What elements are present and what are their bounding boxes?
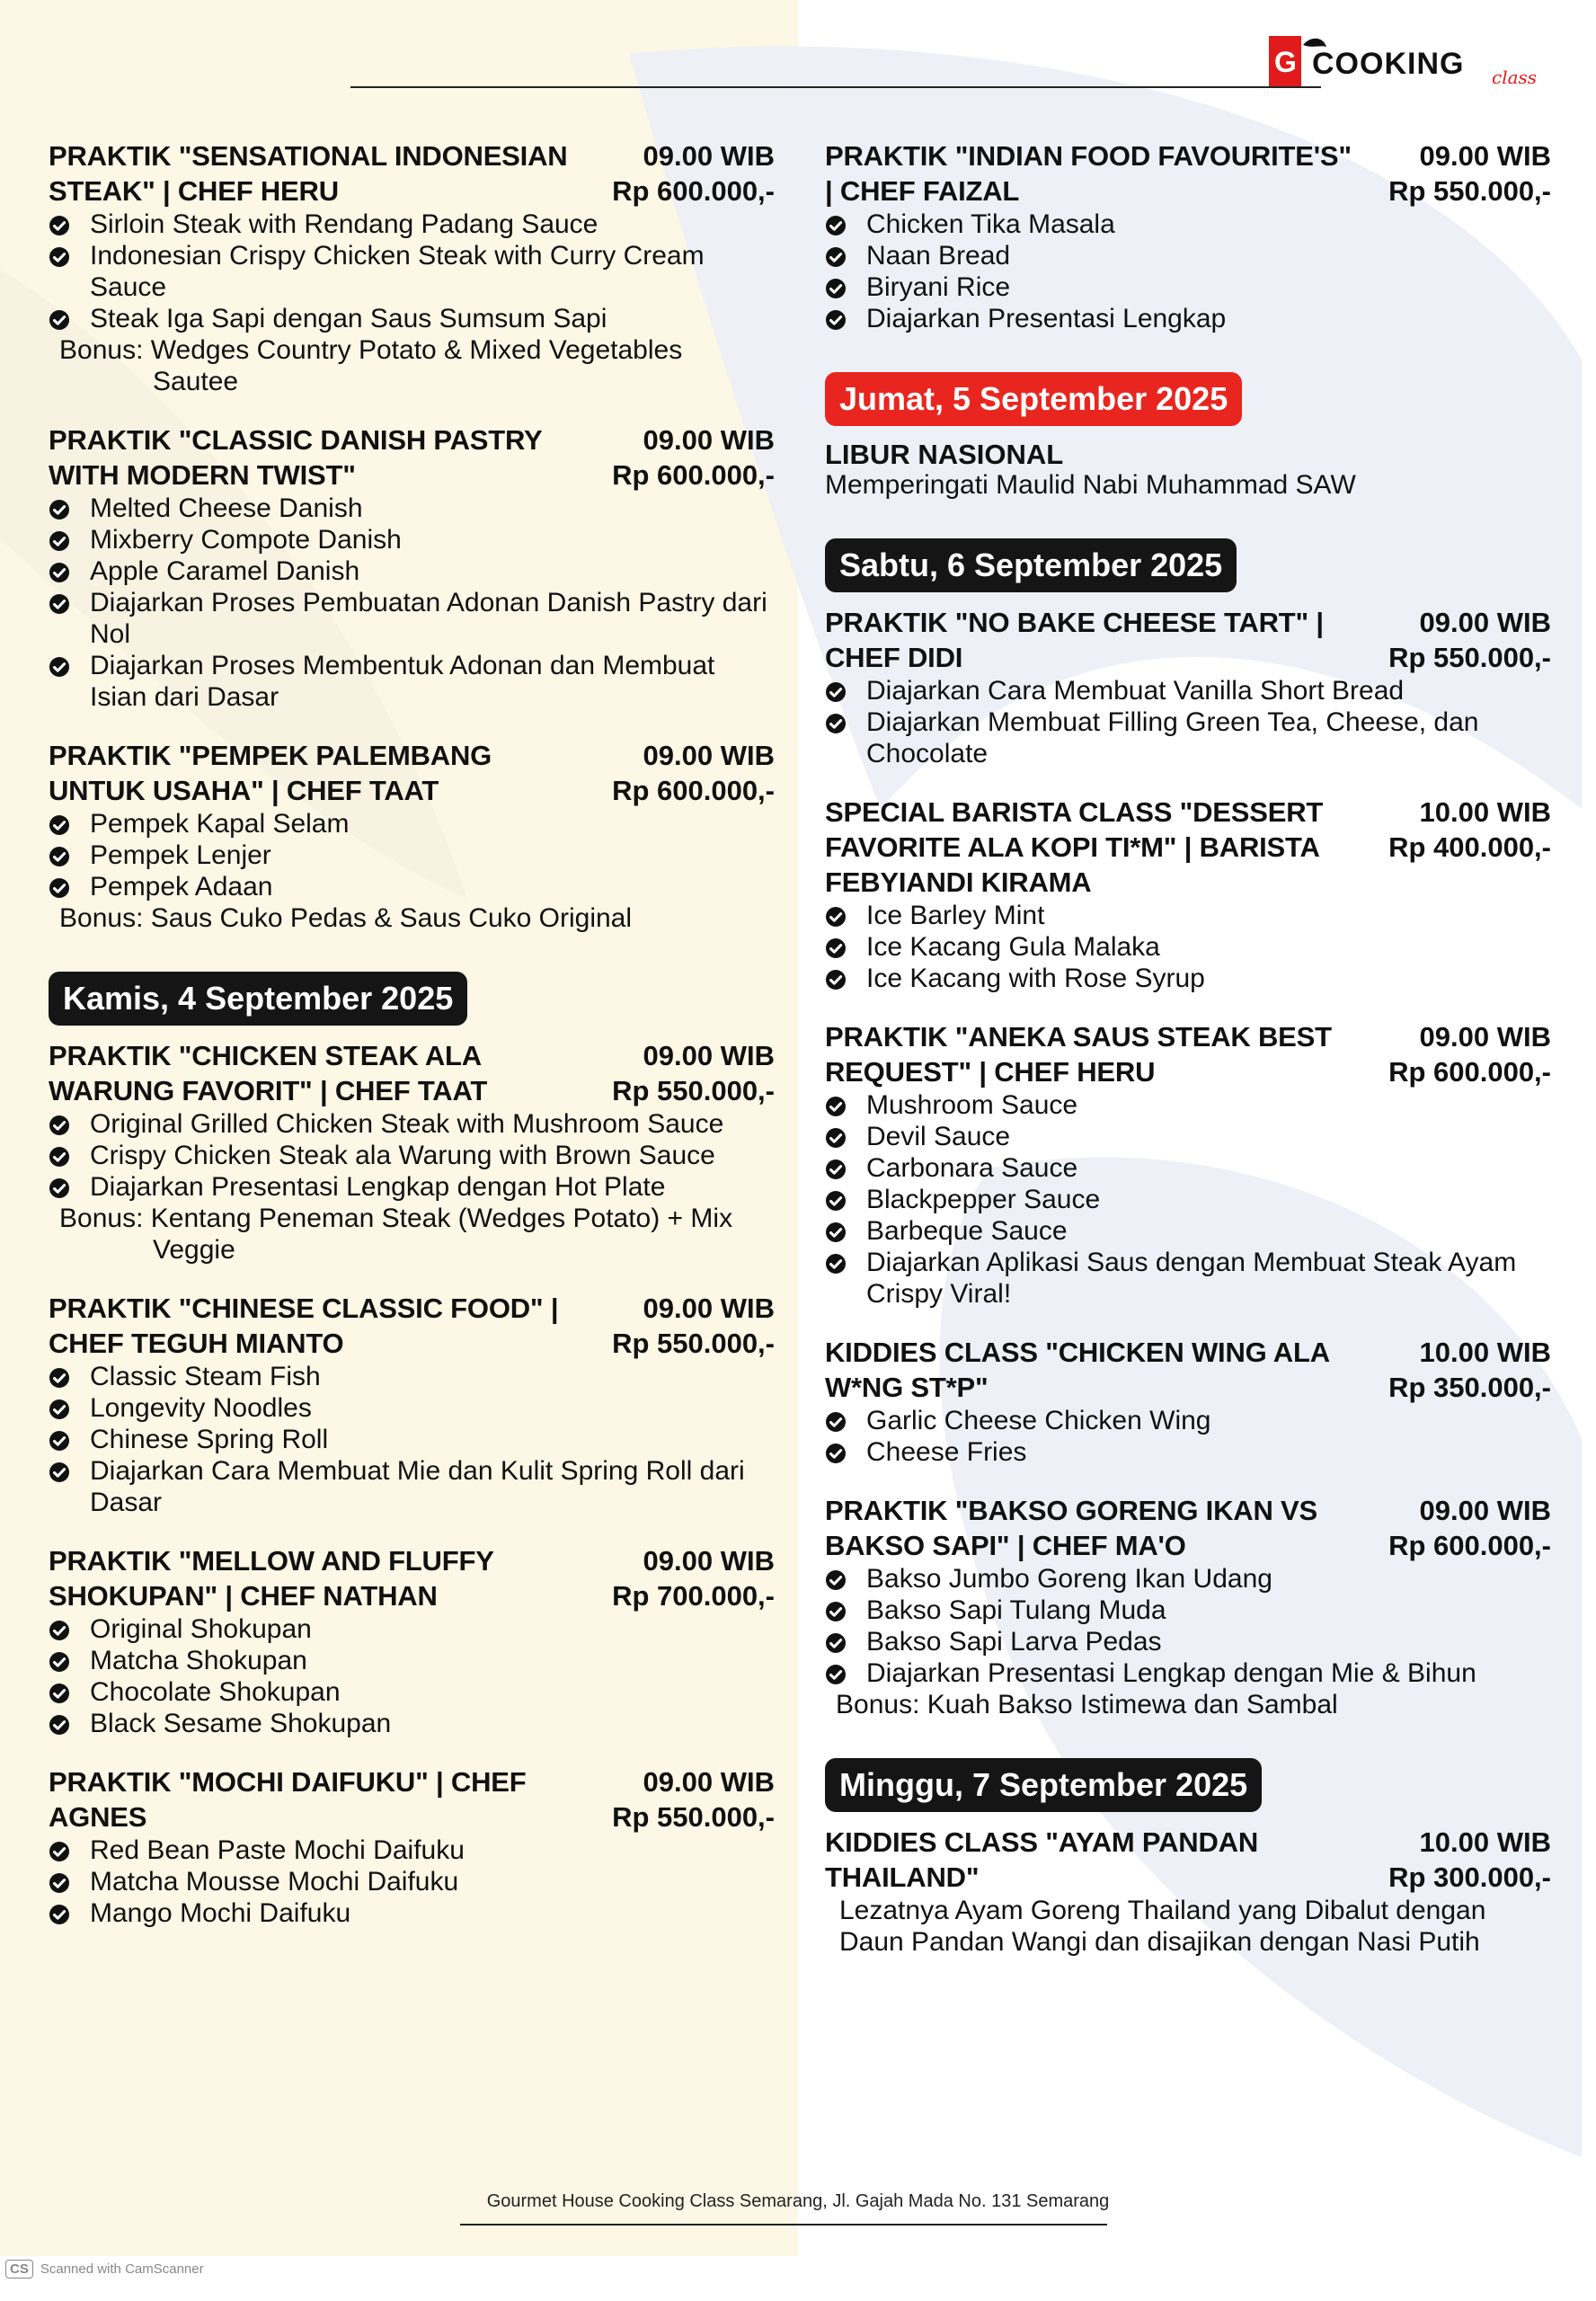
- menu-list: [49, 209, 775, 334]
- class-time: 09.00 WIB: [643, 424, 775, 456]
- menu-item: [49, 1140, 775, 1171]
- class-header: [825, 138, 1551, 209]
- menu-item-text: Original Shokupan: [90, 1614, 312, 1644]
- check-circle-icon: [49, 303, 90, 334]
- menu-item-text: Ice Kacang Gula Malaka: [866, 932, 1160, 962]
- class-meta: [1388, 605, 1551, 675]
- check-circle-icon: [825, 1089, 866, 1121]
- check-circle-icon: [825, 675, 866, 706]
- class-meta: [612, 138, 775, 209]
- menu-item: [825, 1247, 1551, 1310]
- check-circle-icon: [49, 1455, 90, 1518]
- schedule-left-column: [49, 138, 775, 1954]
- check-circle-icon: [49, 1108, 90, 1140]
- class-block: [49, 738, 775, 934]
- class-time: 09.00 WIB: [643, 1040, 775, 1071]
- check-circle-icon: [49, 1171, 90, 1203]
- menu-list: [825, 1563, 1551, 1689]
- check-circle-icon: [49, 1140, 90, 1171]
- bonus-label: Bonus:: [836, 1690, 920, 1719]
- menu-item-text: Garlic Cheese Chicken Wing: [866, 1406, 1211, 1435]
- menu-item-text: Indonesian Crispy Chicken Steak with Curry Cream Sauce: [90, 241, 705, 302]
- check-circle-icon: [825, 240, 866, 271]
- day-header-wrap: [825, 1746, 1551, 1825]
- scanner-text: Scanned with CamScanner: [40, 2261, 204, 2277]
- menu-item-text: Apple Caramel Danish: [90, 556, 360, 586]
- class-block: [49, 1543, 775, 1739]
- menu-item: [825, 1436, 1551, 1468]
- menu-list: [825, 1089, 1551, 1310]
- menu-item: [825, 1657, 1551, 1689]
- menu-item: [49, 240, 775, 303]
- check-circle-icon: [49, 524, 90, 555]
- class-price: Rp 550.000,-: [612, 1075, 775, 1106]
- menu-item: [825, 706, 1551, 769]
- class-header: [825, 795, 1551, 900]
- check-circle-icon: [49, 240, 90, 303]
- class-time: 10.00 WIB: [1419, 1337, 1551, 1368]
- menu-item: [49, 493, 775, 524]
- menu-item-text: Ice Kacang with Rose Syrup: [866, 964, 1205, 993]
- menu-item: [825, 1405, 1551, 1436]
- menu-item: [825, 240, 1551, 271]
- bonus-text: Wedges Country Potato & Mixed Vegetables Sautee: [150, 335, 683, 396]
- class-block: [49, 422, 775, 713]
- class-block: [825, 795, 1551, 994]
- menu-item-text: Pempek Adaan: [90, 872, 273, 902]
- class-header: [49, 1543, 775, 1613]
- day-header: Minggu, 7 September 2025: [825, 1758, 1262, 1812]
- menu-item-text: Matcha Shokupan: [90, 1646, 307, 1675]
- class-header: [49, 1291, 775, 1361]
- class-meta: [612, 422, 775, 493]
- check-circle-icon: [825, 1215, 866, 1247]
- class-meta: [1388, 1335, 1551, 1405]
- check-circle-icon: [825, 1595, 866, 1626]
- check-circle-icon: [49, 840, 90, 871]
- menu-item-text: Naan Bread: [866, 241, 1011, 271]
- menu-item-text: Bakso Jumbo Goreng Ikan Udang: [866, 1564, 1272, 1594]
- menu-item: [49, 1835, 775, 1866]
- class-title: PRAKTIK "CLASSIC DANISH PASTRY WITH MODERN TWIST": [49, 424, 542, 491]
- class-block: [825, 605, 1551, 769]
- menu-item: [49, 808, 775, 840]
- menu-list: [49, 808, 775, 902]
- menu-item: [825, 1184, 1551, 1215]
- menu-item: [49, 871, 775, 902]
- class-title: PRAKTIK "PEMPEK PALEMBANG UNTUK USAHA" | CHEF TAAT: [49, 740, 492, 806]
- menu-item-text: Diajarkan Presentasi Lengkap dengan Mie & Bihun: [866, 1658, 1476, 1688]
- menu-item: [49, 1108, 775, 1140]
- class-time: 10.00 WIB: [1419, 796, 1551, 828]
- class-time: 09.00 WIB: [1419, 607, 1551, 638]
- class-time: 09.00 WIB: [643, 1545, 775, 1577]
- class-header: [49, 738, 775, 808]
- class-price: Rp 550.000,-: [612, 1328, 775, 1359]
- menu-item-text: Cheese Fries: [866, 1437, 1027, 1467]
- menu-item-text: Diajarkan Aplikasi Saus dengan Membuat Steak Ayam Crispy Viral!: [866, 1248, 1517, 1309]
- schedule-right-column: [825, 138, 1551, 1983]
- class-time: 09.00 WIB: [643, 1766, 775, 1798]
- check-circle-icon: [49, 650, 90, 713]
- footer-address: Gourmet House Cooking Class Semarang, Jl. Gajah Mada No. 131 Semarang: [486, 2191, 1110, 2211]
- class-block: [49, 1038, 775, 1266]
- class-meta: [1388, 795, 1551, 900]
- menu-item: [825, 271, 1551, 303]
- check-circle-icon: [49, 1835, 90, 1866]
- class-meta: [612, 1543, 775, 1613]
- class-block: [825, 1493, 1551, 1720]
- class-price: Rp 600.000,-: [612, 775, 775, 806]
- check-circle-icon: [49, 1866, 90, 1897]
- menu-item-text: Devil Sauce: [866, 1122, 1011, 1151]
- class-block: [825, 1019, 1551, 1310]
- menu-item: [825, 1215, 1551, 1247]
- menu-item-text: Red Bean Paste Mochi Daifuku: [90, 1835, 465, 1865]
- brand-name: COOKING: [1312, 47, 1465, 81]
- menu-item: [49, 1613, 775, 1645]
- class-title: PRAKTIK "BAKSO GORENG IKAN VS BAKSO SAPI" | CHEF MA'O: [825, 1495, 1317, 1561]
- menu-item: [49, 1866, 775, 1897]
- menu-item-text: Chocolate Shokupan: [90, 1677, 341, 1707]
- check-circle-icon: [825, 1247, 866, 1310]
- menu-item: [49, 1645, 775, 1676]
- class-time: 10.00 WIB: [1419, 1826, 1551, 1858]
- class-header: [49, 1764, 775, 1835]
- check-circle-icon: [825, 963, 866, 994]
- menu-item: [49, 1171, 775, 1203]
- menu-item-text: Biryani Rice: [866, 272, 1011, 302]
- day-header-wrap: [49, 959, 775, 1038]
- menu-item: [49, 303, 775, 334]
- class-block: [825, 138, 1551, 334]
- check-circle-icon: [825, 271, 866, 303]
- menu-item-text: Carbonara Sauce: [866, 1153, 1078, 1183]
- class-price: Rp 700.000,-: [612, 1580, 775, 1612]
- menu-item: [825, 1563, 1551, 1595]
- check-circle-icon: [49, 1676, 90, 1708]
- menu-item: [49, 1392, 775, 1424]
- menu-item-text: Bakso Sapi Larva Pedas: [866, 1627, 1162, 1657]
- bonus-line: [49, 902, 775, 934]
- menu-item-text: Diajarkan Cara Membuat Mie dan Kulit Spring Roll dari Dasar: [90, 1456, 745, 1517]
- check-circle-icon: [49, 1897, 90, 1929]
- class-title: PRAKTIK "CHICKEN STEAK ALA WARUNG FAVORIT" | CHEF TAAT: [49, 1040, 488, 1106]
- menu-item-text: Ice Barley Mint: [866, 901, 1045, 930]
- day-header: Sabtu, 6 September 2025: [825, 538, 1237, 592]
- menu-item: [825, 931, 1551, 963]
- menu-item-text: Chinese Spring Roll: [90, 1425, 329, 1454]
- class-price: Rp 600.000,-: [612, 175, 775, 207]
- class-header: [825, 1019, 1551, 1089]
- menu-item: [49, 587, 775, 650]
- menu-item-text: Diajarkan Presentasi Lengkap: [866, 304, 1227, 333]
- class-header: [49, 1038, 775, 1108]
- menu-list: [825, 1405, 1551, 1468]
- menu-item: [825, 900, 1551, 931]
- menu-item: [825, 1089, 1551, 1121]
- class-block: [825, 1825, 1551, 1958]
- class-block: [49, 1291, 775, 1518]
- bonus-line: [49, 1203, 775, 1266]
- class-time: 09.00 WIB: [643, 1293, 775, 1324]
- class-time: 09.00 WIB: [643, 140, 775, 172]
- class-meta: [1388, 138, 1551, 209]
- bonus-line: [49, 334, 775, 397]
- menu-item: [825, 1595, 1551, 1626]
- menu-item-text: Original Grilled Chicken Steak with Mushroom Sauce: [90, 1109, 724, 1139]
- class-block: [825, 1335, 1551, 1468]
- class-block: [49, 138, 775, 397]
- menu-list: [49, 1361, 775, 1518]
- menu-item: [49, 650, 775, 713]
- check-circle-icon: [49, 808, 90, 840]
- class-price: Rp 600.000,-: [1388, 1530, 1551, 1561]
- class-meta: [1388, 1019, 1551, 1089]
- class-price: Rp 550.000,-: [612, 1801, 775, 1833]
- class-price: Rp 550.000,-: [1388, 642, 1551, 673]
- check-circle-icon: [825, 900, 866, 931]
- menu-item: [825, 303, 1551, 334]
- class-meta: [1388, 1825, 1551, 1895]
- menu-item: [49, 840, 775, 871]
- check-circle-icon: [49, 1613, 90, 1645]
- check-circle-icon: [49, 1645, 90, 1676]
- class-title: PRAKTIK "INDIAN FOOD FAVOURITE'S" | CHEF FAIZAL: [825, 140, 1352, 207]
- class-title: KIDDIES CLASS "CHICKEN WING ALA W*NG ST*P": [825, 1337, 1329, 1403]
- check-circle-icon: [825, 1405, 866, 1436]
- footer-divider: [460, 2224, 1107, 2225]
- menu-list: [825, 900, 1551, 994]
- check-circle-icon: [49, 871, 90, 902]
- menu-item: [49, 209, 775, 240]
- class-price: Rp 600.000,-: [612, 459, 775, 491]
- menu-item-text: Pempek Kapal Selam: [90, 809, 350, 839]
- check-circle-icon: [49, 493, 90, 524]
- check-circle-icon: [49, 1424, 90, 1455]
- menu-item-text: Longevity Noodles: [90, 1393, 312, 1423]
- bonus-text: Saus Cuko Pedas & Saus Cuko Original: [150, 903, 633, 933]
- bonus-line: [825, 1689, 1551, 1720]
- menu-item-text: Diajarkan Membuat Filling Green Tea, Cheese, dan Chocolate: [866, 707, 1479, 768]
- bonus-label: Bonus:: [59, 335, 144, 365]
- class-time: 09.00 WIB: [1419, 1495, 1551, 1526]
- holiday-block: [825, 439, 1551, 501]
- menu-item-text: Chicken Tika Masala: [866, 209, 1115, 239]
- menu-item: [49, 1361, 775, 1392]
- class-block: [49, 1764, 775, 1929]
- check-circle-icon: [49, 587, 90, 650]
- menu-list: [825, 209, 1551, 334]
- brand-script: class: [1492, 67, 1538, 88]
- class-meta: [612, 1038, 775, 1108]
- class-time: 09.00 WIB: [1419, 1021, 1551, 1053]
- day-header: Kamis, 4 September 2025: [49, 972, 467, 1026]
- class-header: [49, 422, 775, 493]
- class-price: Rp 300.000,-: [1388, 1861, 1551, 1893]
- class-header: [825, 1335, 1551, 1405]
- class-title: KIDDIES CLASS "AYAM PANDAN THAILAND": [825, 1826, 1259, 1893]
- class-title: PRAKTIK "MOCHI DAIFUKU" | CHEF AGNES: [49, 1766, 527, 1833]
- menu-item-text: Blackpepper Sauce: [866, 1185, 1101, 1214]
- menu-list: [49, 1108, 775, 1203]
- check-circle-icon: [825, 931, 866, 963]
- menu-item-text: Diajarkan Proses Membentuk Adonan dan Membuat Isian dari Dasar: [90, 651, 715, 712]
- menu-item: [49, 1455, 775, 1518]
- check-circle-icon: [49, 1708, 90, 1739]
- check-circle-icon: [825, 209, 866, 240]
- menu-item-text: Mushroom Sauce: [866, 1090, 1078, 1120]
- camscanner-icon: CS: [5, 2260, 33, 2279]
- menu-list: [49, 1613, 775, 1739]
- menu-item: [825, 1121, 1551, 1152]
- check-circle-icon: [49, 1392, 90, 1424]
- menu-item: [49, 524, 775, 555]
- class-price: Rp 600.000,-: [1388, 1056, 1551, 1088]
- menu-item: [49, 1897, 775, 1929]
- class-title: SPECIAL BARISTA CLASS "DESSERT FAVORITE ALA KOPI TI*M" | BARISTA FEBYIANDI KIRAMA: [825, 796, 1324, 898]
- svg-text:G: G: [1274, 46, 1297, 78]
- check-circle-icon: [825, 1626, 866, 1657]
- menu-item-text: Sirloin Steak with Rendang Padang Sauce: [90, 209, 598, 239]
- menu-item-text: Matcha Mousse Mochi Daifuku: [90, 1867, 459, 1897]
- day-header: Jumat, 5 September 2025: [825, 372, 1242, 426]
- class-title: PRAKTIK "SENSATIONAL INDONESIAN STEAK" | CHEF HERU: [49, 140, 568, 207]
- check-circle-icon: [825, 1563, 866, 1595]
- class-header: [825, 1825, 1551, 1895]
- scanner-watermark: [5, 2260, 204, 2279]
- header-divider: [350, 86, 1321, 88]
- menu-item: [825, 675, 1551, 706]
- holiday-title: LIBUR NASIONAL: [825, 439, 1064, 470]
- menu-list: [49, 1835, 775, 1929]
- menu-item-text: Classic Steam Fish: [90, 1362, 321, 1391]
- check-circle-icon: [49, 555, 90, 587]
- class-time: 09.00 WIB: [643, 740, 775, 771]
- check-circle-icon: [825, 1436, 866, 1468]
- check-circle-icon: [825, 1657, 866, 1689]
- menu-item-text: Black Sesame Shokupan: [90, 1709, 392, 1738]
- class-price: Rp 550.000,-: [1388, 175, 1551, 207]
- check-circle-icon: [825, 1152, 866, 1184]
- bonus-text: Kuah Bakso Istimewa dan Sambal: [927, 1690, 1338, 1719]
- bonus-text: Kentang Peneman Steak (Wedges Potato) + Mix Veggie: [150, 1204, 733, 1265]
- menu-item-text: Mixberry Compote Danish: [90, 525, 402, 555]
- class-meta: [612, 738, 775, 808]
- class-description: Lezatnya Ayam Goreng Thailand yang Dibalut dengan Daun Pandan Wangi dan disajikan dengan Nasi Putih: [839, 1896, 1486, 1957]
- menu-item-text: Diajarkan Cara Membuat Vanilla Short Bread: [866, 676, 1405, 706]
- menu-item-text: Steak Iga Sapi dengan Saus Sumsum Sapi: [90, 304, 607, 333]
- check-circle-icon: [49, 209, 90, 240]
- menu-item: [825, 1152, 1551, 1184]
- menu-item: [825, 209, 1551, 240]
- class-header: [49, 138, 775, 209]
- check-circle-icon: [825, 706, 866, 769]
- bonus-label: Bonus:: [59, 1204, 144, 1233]
- menu-item-text: Mango Mochi Daifuku: [90, 1898, 351, 1928]
- menu-item: [825, 1626, 1551, 1657]
- class-title: PRAKTIK "MELLOW AND FLUFFY SHOKUPAN" | CHEF NATHAN: [49, 1545, 494, 1612]
- menu-item: [49, 1676, 775, 1708]
- menu-item-text: Barbeque Sauce: [866, 1216, 1068, 1246]
- class-price: Rp 400.000,-: [1388, 831, 1551, 863]
- class-header: [825, 605, 1551, 675]
- menu-item-text: Crispy Chicken Steak ala Warung with Brown Sauce: [90, 1141, 715, 1170]
- menu-item-text: Bakso Sapi Tulang Muda: [866, 1595, 1166, 1625]
- class-header: [825, 1493, 1551, 1563]
- class-title: PRAKTIK "NO BAKE CHEESE TART" | CHEF DIDI: [825, 607, 1324, 673]
- class-meta: [1388, 1493, 1551, 1563]
- menu-item-text: Pempek Lenjer: [90, 840, 271, 870]
- day-header-wrap: [825, 526, 1551, 605]
- check-circle-icon: [49, 1361, 90, 1392]
- class-title: PRAKTIK "ANEKA SAUS STEAK BEST REQUEST" | CHEF HERU: [825, 1021, 1332, 1088]
- menu-item-text: Diajarkan Presentasi Lengkap dengan Hot Plate: [90, 1172, 666, 1202]
- menu-list: [825, 675, 1551, 769]
- check-circle-icon: [825, 1184, 866, 1215]
- menu-item: [49, 1708, 775, 1739]
- class-time: 09.00 WIB: [1419, 140, 1551, 172]
- menu-item: [49, 1424, 775, 1455]
- class-meta: [612, 1764, 775, 1835]
- check-circle-icon: [825, 303, 866, 334]
- menu-list: [49, 493, 775, 713]
- check-circle-icon: [825, 1121, 866, 1152]
- day-header-wrap: [825, 360, 1551, 439]
- bonus-label: Bonus:: [59, 903, 144, 933]
- menu-item-text: Diajarkan Proses Pembuatan Adonan Danish Pastry dari Nol: [90, 588, 767, 649]
- menu-item-text: Melted Cheese Danish: [90, 493, 363, 523]
- class-title: PRAKTIK "CHINESE CLASSIC FOOD" | CHEF TEGUH MIANTO: [49, 1293, 559, 1359]
- class-meta: [612, 1291, 775, 1361]
- holiday-description: Memperingati Maulid Nabi Muhammad SAW: [825, 470, 1356, 500]
- menu-item: [825, 963, 1551, 994]
- class-price: Rp 350.000,-: [1388, 1372, 1551, 1403]
- menu-item: [49, 555, 775, 587]
